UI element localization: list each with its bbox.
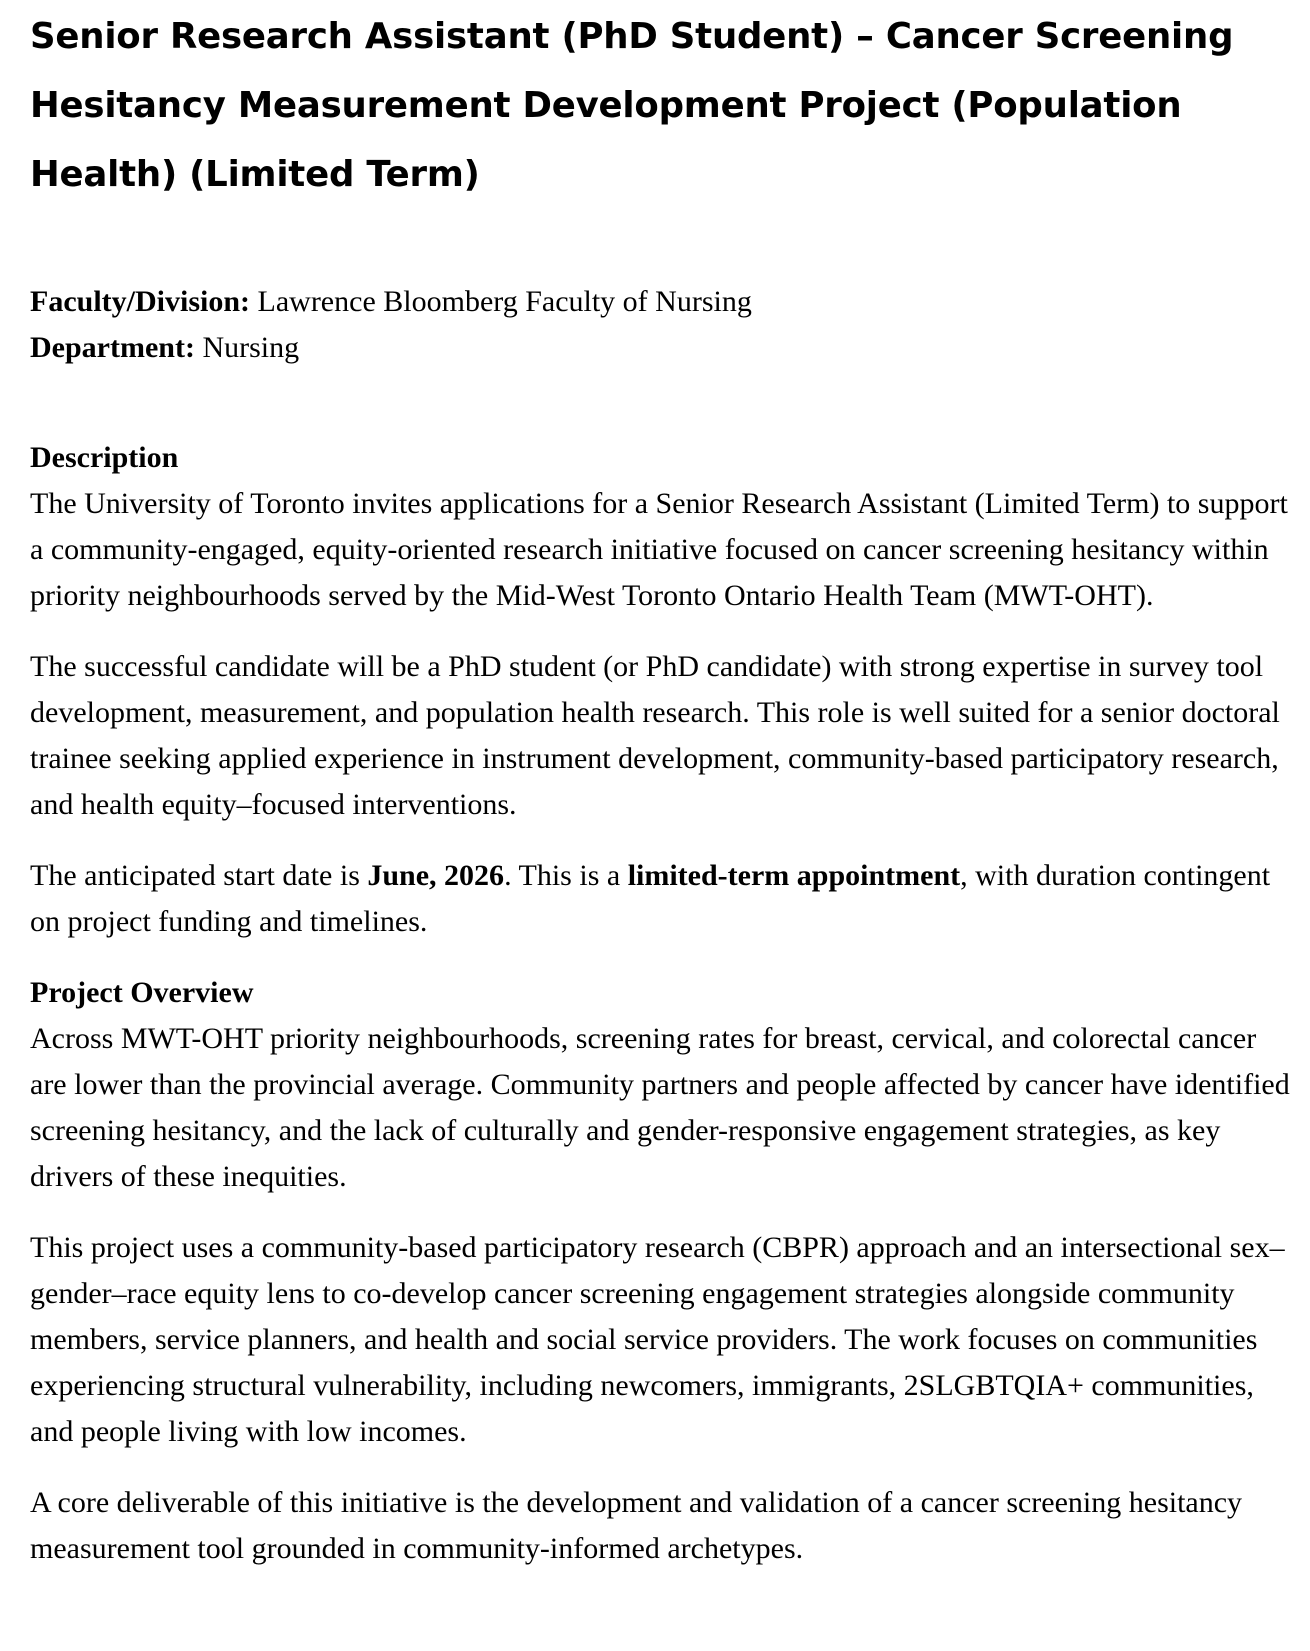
job-meta bbox=[30, 279, 1290, 371]
faculty-label: Faculty/Division: bbox=[30, 285, 251, 318]
project-overview-heading: Project Overview bbox=[30, 976, 254, 1009]
faculty-value: Lawrence Bloomberg Faculty of Nursing bbox=[257, 285, 752, 318]
department-label: Department: bbox=[30, 331, 195, 364]
department-row bbox=[30, 325, 1290, 371]
overview-paragraph-2: This project uses a community-based participatory research (CBPR) approach and an intersectional sex–gender–race equity lens to co-develop cancer screening engagement strategies alongside community members, service planners, and health and social service providers. The work focuses on communities experiencing structural vulnerability, including newcomers, immigrants, 2SLGBTQIA+ communities, and people living with low incomes. bbox=[30, 1231, 1285, 1448]
department-value: Nursing bbox=[202, 331, 300, 364]
start-date: June, 2026 bbox=[367, 859, 505, 892]
appointment-intro: . This is a bbox=[504, 859, 628, 892]
duration-text: , with duration contingent on project funding and timelines. bbox=[30, 859, 1271, 938]
overview-paragraph-3: A core deliverable of this initiative is the development and validation of a cancer screening hesitancy measurement tool grounded in community-informed archetypes. bbox=[30, 1486, 1243, 1565]
start-date-intro: The anticipated start date is bbox=[30, 859, 368, 892]
description-paragraph-1: The University of Toronto invites applications for a Senior Research Assistant (Limited Term) to support a community-engaged, equity-oriented research initiative focused on cancer screening hesitancy within priority neighbourhoods served by the Mid-West Toronto Ontario Health Team (MWT-OHT). bbox=[30, 487, 1288, 612]
overview-paragraph-1: Across MWT-OHT priority neighbourhoods, screening rates for breast, cervical, and colorectal cancer are lower than the provincial average. Community partners and people affected by cancer have identified screening hesitancy, and the lack of culturally and gender-responsive engagement strategies, as key drivers of these inequities. bbox=[30, 1022, 1290, 1193]
description-section bbox=[30, 435, 1290, 945]
description-paragraph-3 bbox=[30, 853, 1290, 945]
faculty-row bbox=[30, 279, 1290, 325]
project-overview-section bbox=[30, 970, 1290, 1572]
job-posting bbox=[30, 0, 1290, 1572]
description-heading: Description bbox=[30, 441, 179, 474]
appointment-type: limited-term appointment bbox=[627, 859, 961, 892]
job-title: Senior Research Assistant (PhD Student) – Cancer Screening Hesitancy Measurement Development Project (Population Health) (Limited Term) bbox=[30, 16, 1234, 195]
description-paragraph-2: The successful candidate will be a PhD student (or PhD candidate) with strong expertise in survey tool development, measurement, and population health research. This role is well suited for a senior doctoral trainee seeking applied experience in instrument development, community-based participatory research, and health equity–focused interventions. bbox=[30, 650, 1280, 821]
